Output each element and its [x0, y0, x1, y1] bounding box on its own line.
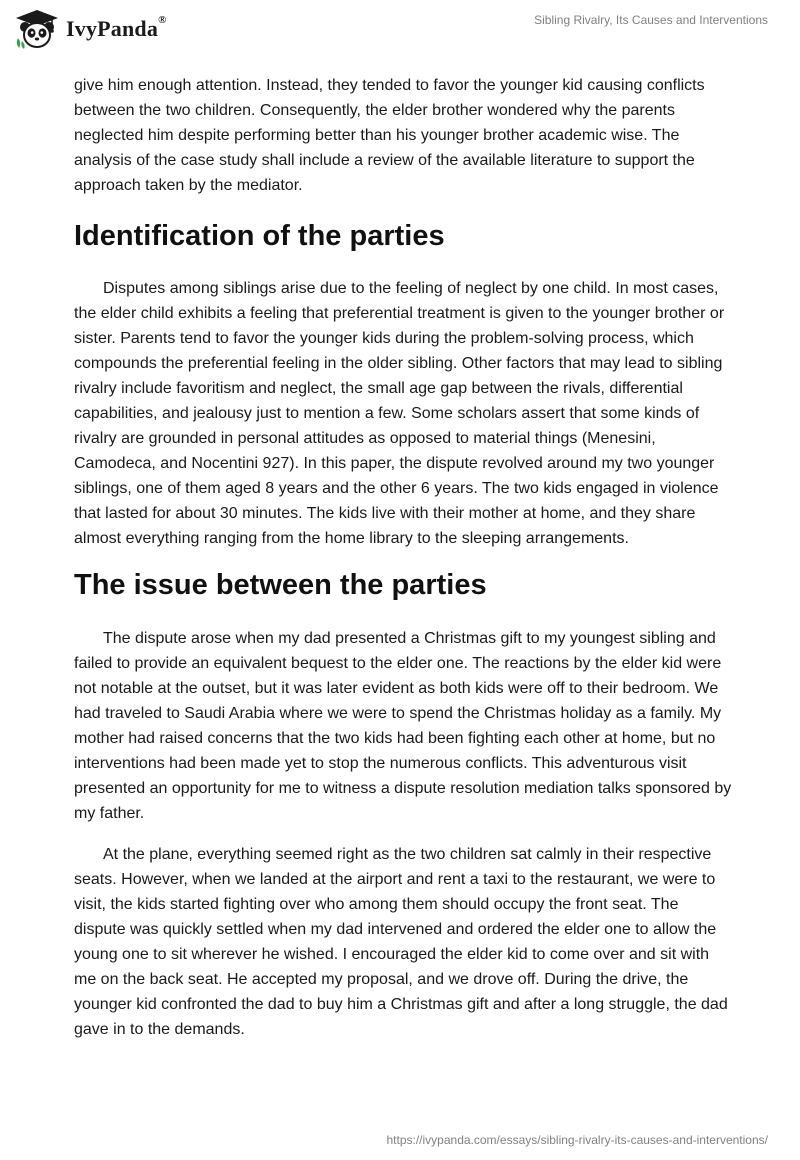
- essay-title-header: Sibling Rivalry, Its Causes and Interventions: [534, 13, 768, 27]
- section-issue-paragraph-1: The dispute arose when my dad presented a Christmas gift to my youngest sibling and failed to provide an equivalent bequest to the elder one. The reactions by the elder kid were not notable at the outset, but it was later evident as both kids were off to their bedroom. We had traveled to Saudi Arabia where we were to spend the Christmas holiday as a family. My mother had raised concerns that the two kids had been fighting each other at home, but no interventions had been made yet to stop the numerous conflicts. This adventurous visit presented an opportunity for me to witness a dispute resolution mediation talks sponsored by my father.: [74, 630, 732, 822]
- section-identification-paragraph: Disputes among siblings arise due to the feeling of neglect by one child. In most cases, the elder child exhibits a feeling that preferential treatment is given to the younger brother or sister. Parents tend to favor the younger kids during the problem-solving process, which compounds the preferential feeling in the older sibling. Other factors that may lead to sibling rivalry include favoritism and neglect, the small age gap between the rivals, differential capabilities, and jealousy just to mention a few. Some scholars assert that some kinds of rivalry are grounded in personal attitudes as opposed to material things (Menesini, Camodeca, and Nocentini 927). In this paper, the dispute revolved around my two younger siblings, one of them aged 8 years and the other 6 years. The two kids engaged in violence that lasted for about 30 minutes. The kids live with their mother at home, and they share almost everything ranging from the home library to the sleeping arrangements.: [74, 280, 725, 547]
- section-heading-issue: The issue between the parties: [74, 569, 487, 601]
- ivypanda-logo[interactable]: [14, 8, 167, 50]
- section-issue-paragraph-2: At the plane, everything seemed right as the two children sat calmly in their respective seats. However, when we landed at the airport and rent a taxi to the restaurant, we were to visit, the kids started fighting over who among them should occupy the front seat. The dispute was quickly settled when my dad intervened and ordered the elder one to allow the young one to sit wherever he wished. I encouraged the elder kid to come over and sit with me on the back seat. He accepted my proposal, and we drove off. During the drive, the younger kid confronted the dad to buy him a Christmas gift and after a long struggle, the dad gave in to the demands.: [74, 846, 728, 1038]
- logo-wordmark: IvyPanda: [66, 16, 159, 41]
- essay-content: [74, 73, 734, 1042]
- logo-text: [66, 16, 167, 42]
- section-heading-identification: Identification of the parties: [74, 220, 445, 252]
- page-header: [0, 0, 800, 62]
- source-url[interactable]: https://ivypanda.com/essays/sibling-rivalry-its-causes-and-interventions/: [386, 1133, 768, 1147]
- registered-mark: ®: [158, 14, 167, 26]
- panda-graduation-cap-icon: [14, 8, 60, 50]
- intro-paragraph: give him enough attention. Instead, they tended to favor the younger kid causing conflicts between the two children. Consequently, the elder brother wondered why the parents neglected him despite performing better than his younger brother academic wise. The analysis of the case study shall include a review of the available literature to support the approach taken by the mediator.: [74, 77, 705, 194]
